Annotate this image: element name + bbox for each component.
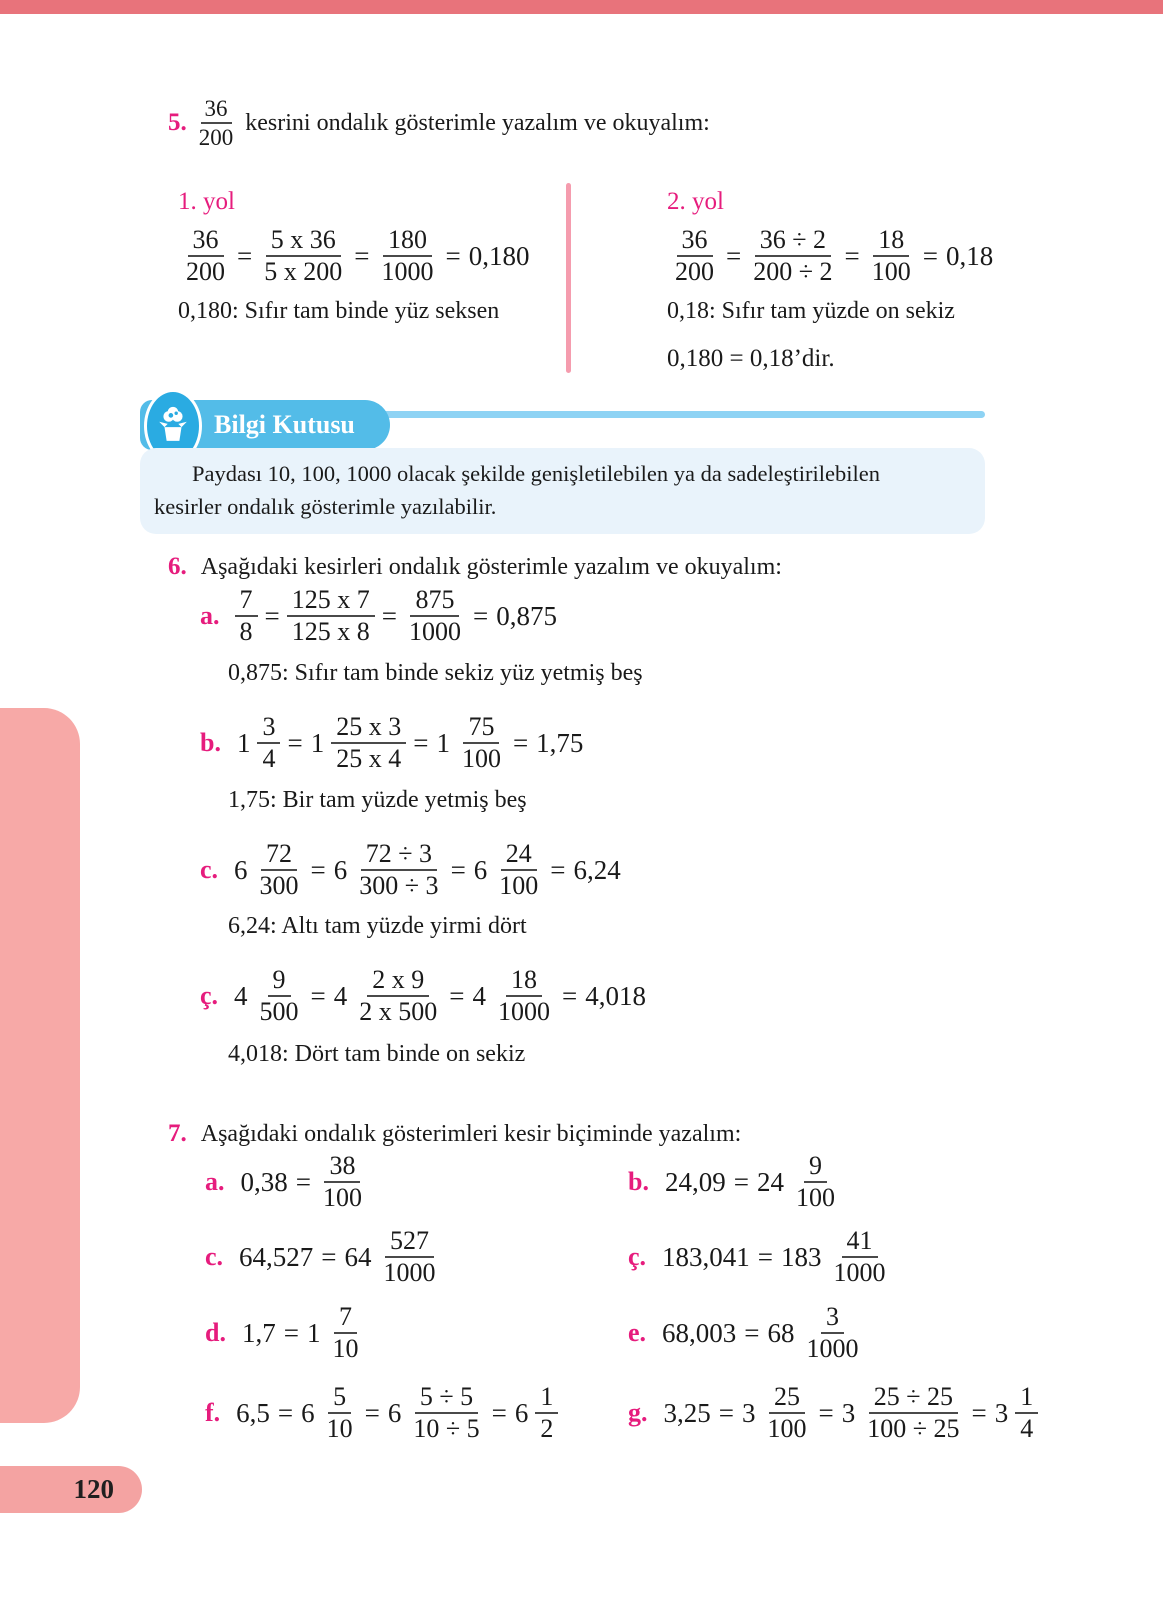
way1-reading: 0,180: Sıfır tam binde yüz seksen — [178, 298, 500, 325]
equation-token: 6 — [387, 1397, 402, 1428]
fraction-numerator: 41 — [842, 1227, 878, 1258]
equation-token: = — [844, 240, 860, 271]
fraction-denominator: 125 x 8 — [291, 617, 370, 647]
fraction — [762, 1383, 811, 1443]
problem6-item-a — [200, 586, 561, 646]
problem6-title: Aşağıdaki kesirleri ondalık gösterimle yazalım ve okuyalım: — [200, 554, 782, 580]
problem6-reading-b: 1,75: Bir tam yüzde yetmiş beş — [228, 787, 527, 813]
equation — [238, 1303, 366, 1363]
equation-token: 3,25 — [663, 1397, 711, 1428]
info-box-line2: kesirler ondalık gösterimle yazılabilir. — [154, 493, 497, 519]
fraction-numerator: 25 — [769, 1383, 805, 1414]
problem5-fraction — [195, 96, 238, 151]
fraction — [354, 966, 442, 1026]
page-number-badge — [0, 1466, 142, 1513]
problem6-item-cc — [200, 966, 650, 1026]
equation-token: 1 — [436, 727, 450, 758]
fraction-denominator: 200 ÷ 2 — [753, 257, 833, 287]
equation-token: = — [321, 1241, 337, 1272]
equation — [661, 1152, 843, 1212]
problem6-item-c — [200, 840, 625, 900]
equation-token: 64,527 — [239, 1241, 314, 1272]
equation-token: = — [310, 854, 326, 885]
fraction — [379, 1227, 441, 1287]
item-letter: g. — [628, 1398, 648, 1427]
fraction-numerator: 5 ÷ 5 — [415, 1383, 478, 1414]
fraction — [457, 713, 506, 773]
fraction — [331, 713, 406, 773]
equation-token: = — [354, 240, 370, 271]
fraction — [257, 713, 280, 773]
fraction-denominator: 2 x 500 — [359, 997, 438, 1027]
fraction-numerator: 9 — [804, 1152, 827, 1183]
equation-token: = — [726, 240, 742, 271]
left-margin-bar — [0, 708, 80, 1423]
equation — [233, 713, 587, 773]
fraction-denominator: 200 — [675, 257, 714, 287]
fraction — [867, 226, 916, 286]
equation — [230, 840, 625, 900]
problem6-reading-a: 0,875: Sıfır tam binde sekiz yüz yetmiş beş — [228, 660, 643, 686]
problem7-item-e — [628, 1298, 867, 1368]
fraction-numerator: 1 — [535, 1383, 558, 1414]
fraction — [829, 1227, 891, 1287]
fraction-numerator: 36 — [201, 96, 232, 124]
fraction-denominator: 1000 — [806, 1334, 859, 1363]
fraction-denominator: 10 — [332, 1334, 359, 1363]
equation-token: = — [264, 600, 280, 631]
fraction-numerator: 527 — [385, 1227, 434, 1258]
item-letter: c. — [200, 855, 219, 885]
fraction — [287, 586, 375, 646]
equation-token: = — [287, 727, 303, 758]
item-letter: e. — [628, 1318, 647, 1347]
equation-token: 6 — [234, 854, 248, 885]
fraction-numerator: 1 — [1015, 1383, 1038, 1414]
item-letter: c. — [205, 1242, 224, 1271]
equation-token: = — [310, 980, 326, 1011]
way2-equation — [667, 226, 1097, 286]
equation-token: = — [450, 854, 466, 885]
fraction-numerator: 2 x 9 — [367, 966, 429, 997]
equation-token: 4 — [333, 980, 348, 1011]
equation-token: = — [491, 1397, 507, 1428]
equation-token: 3 — [994, 1397, 1009, 1428]
item-letter: d. — [205, 1318, 226, 1347]
fraction-denominator: 1000 — [408, 617, 461, 647]
equation-token: = — [550, 854, 566, 885]
fraction — [255, 840, 304, 900]
equation-token: 6 — [301, 1397, 315, 1428]
fraction-numerator: 72 — [261, 840, 297, 871]
fraction-numerator: 36 — [677, 226, 713, 257]
equation-token: = — [922, 240, 938, 271]
equation-token: 3 — [741, 1397, 756, 1428]
way2-reading: 0,18: Sıfır tam yüzde on sekiz — [667, 298, 955, 325]
fraction — [862, 1383, 964, 1443]
fraction-numerator: 125 x 7 — [287, 586, 375, 617]
info-box-top-line — [292, 411, 985, 418]
item-letter: a. — [200, 601, 220, 631]
equation-token: 4 — [234, 980, 248, 1011]
equation-token: = — [381, 600, 397, 631]
equation-token: 6 — [514, 1397, 529, 1428]
brain-box-glyph — [156, 404, 190, 448]
solution-way-1 — [178, 188, 608, 325]
equation-token: = — [744, 1317, 760, 1348]
fraction — [1015, 1383, 1038, 1443]
equation-token: 183,041 — [662, 1241, 750, 1272]
fraction — [404, 586, 466, 646]
solution-way-2 — [667, 188, 1097, 373]
problem7-number: 7. — [168, 1120, 187, 1147]
fraction — [354, 840, 443, 900]
equation — [232, 586, 561, 646]
info-box-body — [140, 448, 985, 534]
fraction — [259, 226, 347, 286]
problem7-item-a — [205, 1147, 370, 1217]
fraction — [376, 226, 438, 286]
equation-token: 4 — [472, 980, 487, 1011]
fraction-numerator: 25 x 3 — [331, 713, 406, 744]
fraction — [535, 1383, 558, 1443]
fraction-denominator: 2 — [540, 1414, 554, 1443]
equation-token: 1 — [310, 727, 325, 758]
fraction-denominator: 100 — [461, 744, 501, 774]
problem5-number: 5. — [168, 109, 187, 137]
way1-equation — [178, 226, 608, 286]
fraction-numerator: 24 — [501, 840, 537, 871]
problem7-item-b — [628, 1147, 843, 1217]
fraction — [408, 1383, 484, 1443]
item-letter: b. — [628, 1167, 649, 1196]
equation-token: = — [818, 1397, 834, 1428]
fraction — [494, 840, 543, 900]
equation-token: = — [449, 980, 465, 1011]
equation-token: = — [472, 600, 489, 631]
fraction — [255, 966, 304, 1026]
equation — [235, 1227, 443, 1287]
problem7-item-g — [628, 1378, 1041, 1448]
fraction-denominator: 100 — [795, 1183, 835, 1212]
fraction-numerator: 3 — [257, 713, 280, 744]
equation-token: 1,7 — [241, 1317, 276, 1348]
equation-token: 0,38 — [240, 1166, 288, 1197]
item-letter: b. — [200, 728, 221, 758]
fraction-numerator: 18 — [506, 966, 542, 997]
top-accent-bar — [0, 0, 1163, 14]
equation-token: 1 — [236, 727, 251, 758]
fraction-denominator: 1000 — [498, 997, 551, 1027]
problem7-title: Aşağıdaki ondalık gösterimleri kesir biçiminde yazalım: — [200, 1121, 742, 1147]
fraction-denominator: 4 — [262, 744, 276, 774]
fraction — [235, 586, 258, 646]
equation-token: = — [733, 1166, 749, 1197]
problem7-item-c — [205, 1222, 444, 1292]
equation-token: = — [718, 1397, 734, 1428]
fraction-numerator: 180 — [383, 226, 432, 257]
fraction-numerator: 875 — [410, 586, 459, 617]
equation-token: 0,18 — [945, 240, 994, 271]
equation-token: = — [237, 240, 253, 271]
equation-token: 68,003 — [662, 1317, 737, 1348]
item-letter: a. — [205, 1167, 225, 1196]
info-box-line1: Paydası 10, 100, 1000 olacak şekilde genişletilebilen ya da sadeleştirilebilen — [192, 461, 880, 486]
equation-token: 68 — [767, 1317, 795, 1348]
fraction — [322, 1383, 358, 1443]
equation-token: = — [512, 727, 529, 758]
equation-token: = — [295, 1166, 311, 1197]
equation-token: 6 — [473, 854, 488, 885]
fraction-denominator: 200 — [186, 257, 225, 287]
equation-token: = — [562, 980, 578, 1011]
equation-token: 183 — [781, 1241, 822, 1272]
problem7-item-d — [205, 1298, 366, 1368]
problem7-item-cc — [628, 1222, 894, 1292]
equation-token: 24 — [756, 1166, 784, 1197]
fraction-denominator: 500 — [259, 997, 299, 1027]
fraction-denominator: 8 — [239, 617, 253, 647]
equation-token: 6 — [333, 854, 348, 885]
fraction — [493, 966, 555, 1026]
equation-token: 64 — [344, 1241, 372, 1272]
fraction-numerator: 5 — [328, 1383, 351, 1414]
fraction-denominator: 300 — [259, 871, 299, 901]
fraction-denominator: 4 — [1020, 1414, 1034, 1443]
equation-token: 24,09 — [664, 1166, 726, 1197]
way2-title: 2. yol — [667, 188, 724, 215]
way1-title: 1. yol — [178, 188, 235, 215]
fraction-numerator: 36 — [188, 226, 224, 257]
problem6-item-b — [200, 713, 587, 773]
problem6-reading-c: 6,24: Altı tam yüzde yirmi dört — [228, 913, 527, 939]
fraction-denominator: 5 x 200 — [264, 257, 343, 287]
problem6-heading — [168, 553, 782, 581]
fraction — [802, 1303, 864, 1363]
fraction-denominator: 100 — [499, 871, 539, 901]
fraction-numerator: 3 — [821, 1303, 844, 1334]
equation-token: 0,875 — [496, 600, 557, 631]
fraction-numerator: 25 ÷ 25 — [869, 1383, 958, 1414]
problem5-intro — [168, 96, 710, 151]
equation-token: 6,24 — [573, 854, 621, 885]
fraction-denominator: 1000 — [833, 1258, 886, 1287]
fraction-numerator: 38 — [324, 1152, 360, 1183]
equation-token: = — [413, 727, 429, 758]
equation — [230, 966, 650, 1026]
equation — [658, 1303, 866, 1363]
problem7-item-f — [205, 1378, 561, 1448]
equation-token: 3 — [841, 1397, 856, 1428]
fraction — [670, 226, 719, 286]
fraction-denominator: 1000 — [381, 257, 434, 287]
fraction-numerator: 7 — [235, 586, 258, 617]
fraction-denominator: 100 — [322, 1183, 362, 1212]
fraction-denominator: 100 — [767, 1414, 807, 1443]
fraction-denominator: 100 — [871, 257, 911, 287]
equation-token: 1 — [306, 1317, 321, 1348]
fraction-numerator: 75 — [463, 713, 499, 744]
fraction-denominator: 100 ÷ 25 — [867, 1414, 960, 1443]
equation — [232, 1383, 561, 1443]
equation-token: = — [445, 240, 461, 271]
fraction-denominator: 25 x 4 — [336, 744, 402, 774]
fraction-denominator: 1000 — [383, 1258, 436, 1287]
equation-token: 1,75 — [536, 727, 584, 758]
fraction-numerator: 5 x 36 — [266, 226, 341, 257]
fraction-denominator: 10 — [326, 1414, 353, 1443]
way2-note: 0,180 = 0,18’dir. — [667, 345, 835, 373]
fraction-denominator: 200 — [198, 125, 234, 151]
equation-token: = — [757, 1241, 774, 1272]
problem6-reading-cc: 4,018: Dört tam binde on sekiz — [228, 1041, 526, 1067]
fraction-denominator: 10 ÷ 5 — [413, 1414, 480, 1443]
problem7-heading — [168, 1120, 741, 1148]
equation-token: 4,018 — [585, 980, 646, 1011]
fraction — [181, 226, 230, 286]
equation-token: 0,180 — [468, 240, 530, 271]
info-box-title: Bilgi Kutusu — [214, 410, 355, 439]
problem6-number: 6. — [168, 553, 187, 580]
fraction — [318, 1152, 367, 1212]
fraction — [791, 1152, 840, 1212]
fraction-numerator: 36 ÷ 2 — [755, 226, 831, 257]
equation-token: = — [364, 1397, 380, 1428]
item-letter: ç. — [628, 1242, 647, 1271]
fraction-numerator: 9 — [268, 966, 291, 997]
equation-token: = — [971, 1397, 987, 1428]
column-divider — [566, 183, 571, 373]
fraction-numerator: 18 — [873, 226, 909, 257]
page-number: 120 — [73, 1474, 114, 1504]
fraction-numerator: 7 — [334, 1303, 357, 1334]
equation-token: = — [283, 1317, 299, 1348]
equation — [658, 1227, 893, 1287]
equation — [237, 1152, 370, 1212]
fraction — [748, 226, 837, 286]
equation-token: 6,5 — [236, 1397, 270, 1428]
item-letter: ç. — [200, 981, 219, 1011]
equation — [660, 1383, 1042, 1443]
item-letter: f. — [205, 1398, 221, 1427]
fraction-numerator: 72 ÷ 3 — [361, 840, 437, 871]
fraction-denominator: 300 ÷ 3 — [359, 871, 439, 901]
problem5-text: kesrini ondalık gösterimle yazalım ve okuyalım: — [245, 109, 710, 136]
fraction — [327, 1303, 363, 1363]
equation-token: = — [277, 1397, 294, 1428]
